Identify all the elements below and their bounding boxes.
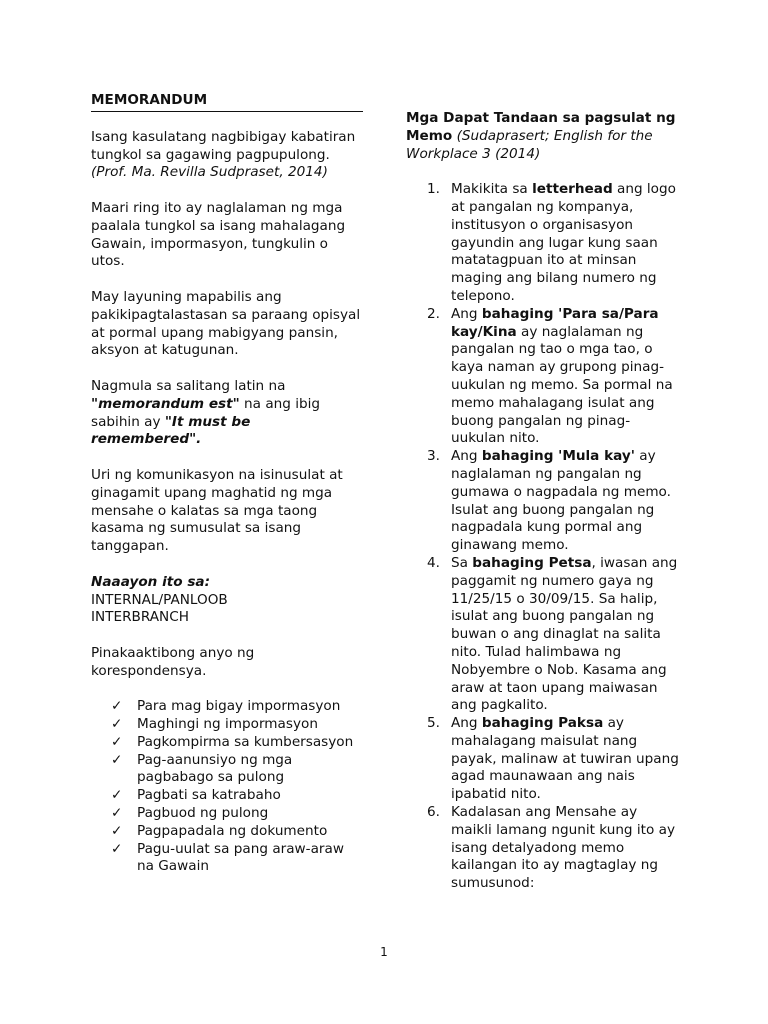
scope-label: Naaayon ito sa: bbox=[91, 573, 211, 590]
origin-latin-term: "memorandum est" bbox=[91, 395, 240, 412]
checklist-item: ✓ Para mag bigay impormasyon bbox=[111, 698, 363, 716]
scope-internal: INTERNAL/PANLOOB bbox=[91, 591, 228, 608]
right-column bbox=[406, 110, 682, 893]
paragraph-reminders: Maari ring ito ay naglalaman ng mga paalala tungkol sa isang mahalagang Gawain, impormasyon, tungkulin o utos. bbox=[91, 199, 346, 270]
item-text: ang logo at pangalan ng kompanya, institusyon o organisasyon gayundin ang lugar kung saan matatagpuan ito at minsan maging ang bilang numero ng telepono. bbox=[451, 181, 676, 304]
item-text: ay naglalaman ng pangalan ng gumawa o nagpadala ng memo. Isulat ang buong pangalan ng nagpadala kung pormal ang ginawang memo. bbox=[451, 448, 671, 554]
left-column bbox=[91, 92, 363, 876]
item-number: 6. bbox=[427, 804, 440, 821]
item-key-term: bahaging 'Mula kay' bbox=[481, 448, 635, 465]
paragraph-definition bbox=[91, 129, 363, 182]
guideline-item bbox=[406, 306, 682, 448]
item-number: 5. bbox=[427, 715, 440, 732]
item-number: 3. bbox=[427, 448, 440, 465]
item-text: Makikita sa bbox=[451, 181, 533, 198]
checklist-item: ✓ Pag-aanunsiyo ng mga pagbabago sa pulong bbox=[111, 752, 363, 788]
definition-citation: (Prof. Ma. Revilla Sudpraset, 2014) bbox=[91, 164, 328, 181]
guidelines-list bbox=[406, 181, 682, 893]
checklist-item: ✓ Pagbuod ng pulong bbox=[111, 805, 363, 823]
item-key-term: bahaging 'Para sa/Para kay/Kina bbox=[451, 305, 659, 340]
item-text: Ang bbox=[451, 715, 482, 732]
item-text: Sa bbox=[451, 554, 473, 571]
guideline-item bbox=[406, 804, 682, 893]
item-key-term: letterhead bbox=[532, 181, 613, 198]
guideline-item bbox=[406, 715, 682, 804]
paragraph-origin bbox=[91, 378, 363, 449]
item-text: Ang bbox=[451, 305, 482, 322]
item-number: 1. bbox=[427, 181, 440, 198]
item-text: Kadalasan ang Mensahe ay maikli lamang ngunit kung ito ay isang detalyadong memo kailangan ito ay magtaglay ng sumusunod: bbox=[451, 804, 675, 892]
item-text: , iwasan ang paggamit ng numero gaya ng 11/25/15 o 30/09/15. Sa halip, isulat ang buong pangalan ng buwan o ang dinaglat na salita nito. Tulad halimbawa ng Nobyembre o Nob. Kasama ang araw at taon upang maiwasan ang pagkalito. bbox=[451, 554, 678, 714]
checklist-item: ✓ Pagkompirma sa kumbersasyon bbox=[111, 734, 363, 752]
item-text: ay mahalagang maisulat nang payak, malinaw at tuwiran upang agad maunawaan ang nais ipabatid nito. bbox=[451, 715, 679, 803]
paragraph-purpose: May layuning mapabilis ang pakikipagtalastasan sa paraang opisyal at pormal upang mabigyang pansin, aksyon at katugunan. bbox=[91, 288, 361, 359]
guidelines-heading bbox=[406, 110, 682, 163]
origin-text-b: na ang ibig sabihin ay bbox=[91, 395, 321, 430]
item-text: Ang bbox=[451, 448, 482, 465]
checklist-item: ✓ Pagbati sa katrabaho bbox=[111, 787, 363, 805]
origin-meaning: "It must be remembered". bbox=[91, 413, 251, 448]
guidelines-title: Mga Dapat Tandaan sa pagsulat ng Memo bbox=[406, 110, 676, 144]
guideline-item bbox=[406, 555, 682, 715]
scope-interbranch: INTERBRANCH bbox=[91, 609, 189, 626]
origin-text-a: Nagmula sa salitang latin na bbox=[91, 377, 286, 394]
paragraph-scope bbox=[91, 574, 363, 627]
paragraph-communication-type: Uri ng komunikasyon na isinusulat at ginagamit upang maghatid ng mga mensahe o kalatas sa mga taong kasama ng sumusulat sa isang tanggapan. bbox=[91, 466, 343, 555]
paragraph-active-form: Pinakaaktibong anyo ng korespondensya. bbox=[91, 644, 255, 679]
memorandum-heading: MEMORANDUM bbox=[91, 92, 363, 112]
item-key-term: bahaging Paksa bbox=[481, 715, 604, 732]
guideline-item bbox=[406, 181, 682, 306]
item-number: 4. bbox=[427, 554, 440, 571]
guidelines-citation: (Sudaprasert; English for the Workplace 3 (2014) bbox=[406, 127, 653, 162]
definition-text: Isang kasulatang nagbibigay kabatiran tungkol sa gagawing pagpupulong. bbox=[91, 128, 356, 163]
item-text: ay naglalaman ng pangalan ng tao o mga tao, o kaya naman ay grupong pinag-uukulan ng memo. Sa pormal na memo mahalagang isulat ang buong pangalan ng pinag-uukulan nito. bbox=[451, 323, 673, 447]
guideline-item bbox=[406, 448, 682, 555]
page-number: 1 bbox=[380, 945, 388, 959]
checklist-item: ✓ Maghingi ng impormasyon bbox=[111, 716, 363, 734]
checklist-item: ✓ Pagu-uulat sa pang araw-araw na Gawain bbox=[111, 841, 363, 877]
item-key-term: bahaging Petsa bbox=[472, 554, 592, 571]
checklist-item: ✓ Pagpapadala ng dokumento bbox=[111, 823, 363, 841]
uses-checklist bbox=[91, 698, 363, 876]
item-number: 2. bbox=[427, 305, 440, 322]
